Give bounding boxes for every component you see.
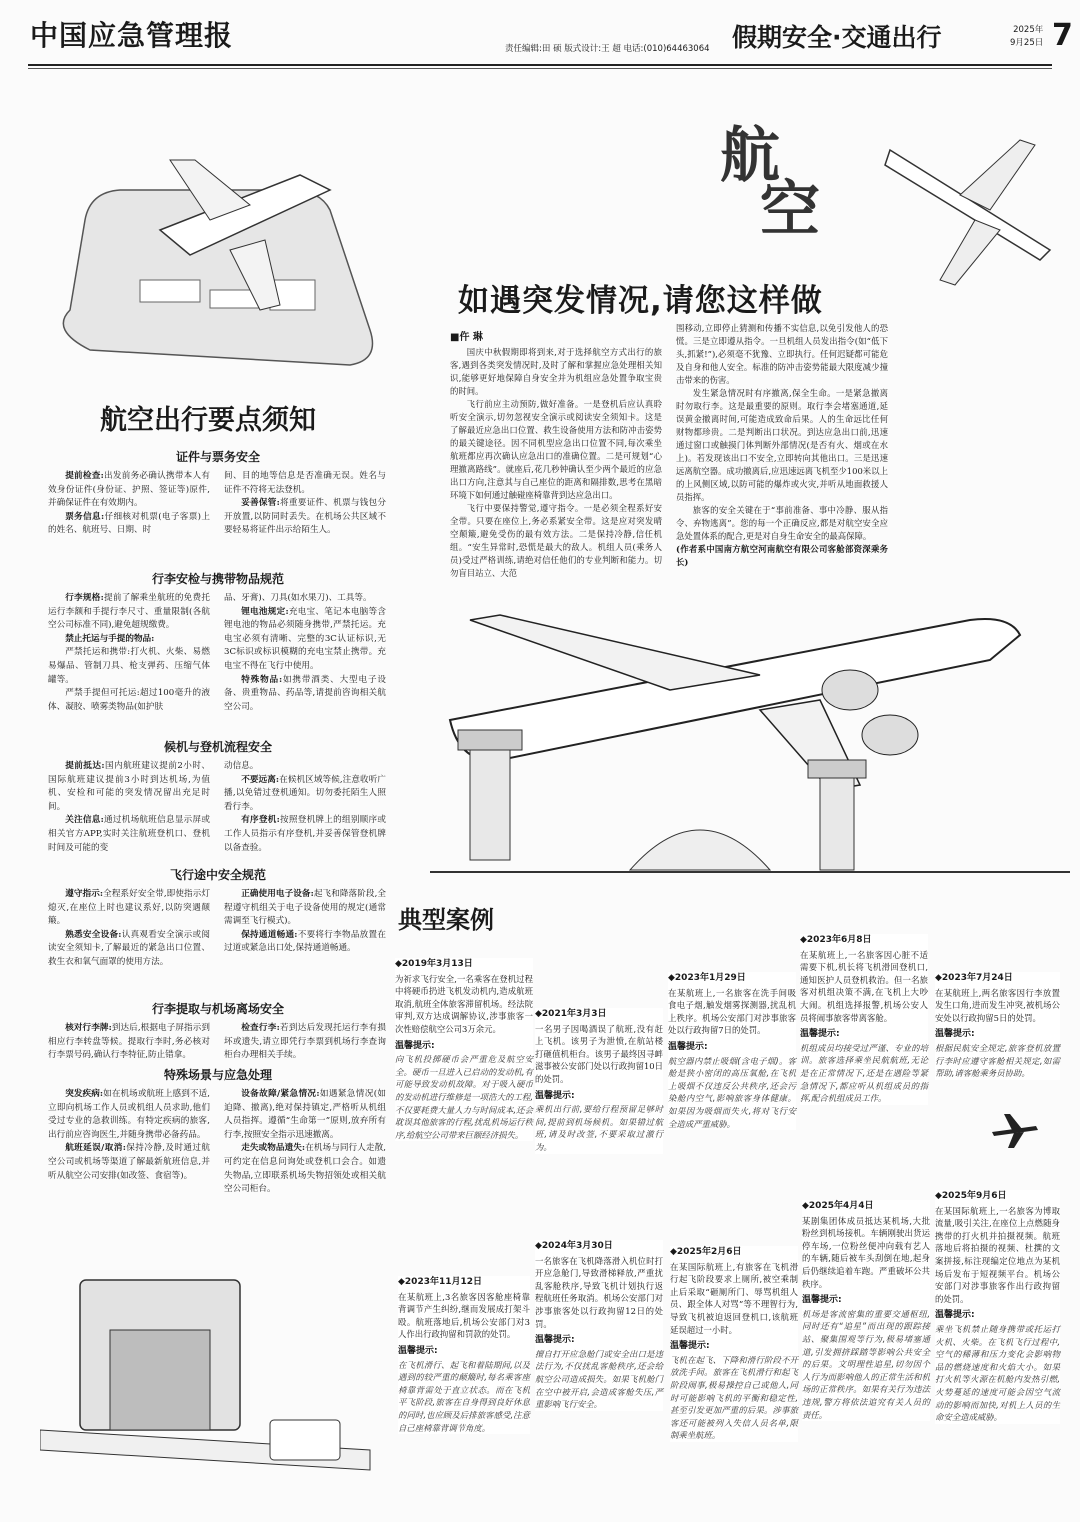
- sec-emergency-title: 特殊场景与应急处理: [163, 1068, 272, 1082]
- decor-char-hang: 航: [720, 121, 780, 191]
- sec-documents-right: 间、目的地等信息是否准确无误。姓名与证件不符将无法登机。 妥善保管:将重要证件、机票与钱包分开放置,以防同时丢失。在机场公共区域不要轻易将证件出示给陌生人。: [224, 471, 386, 536]
- case-date: ◆2023年7月24日: [935, 973, 1013, 983]
- case-card-2023-11-12: [398, 1276, 530, 1434]
- case-card-2025-09-06: [935, 1190, 1060, 1424]
- security-scanner-illustration: [40, 1240, 390, 1510]
- sec-arrival-title: 行李提取与机场离场安全: [151, 1002, 284, 1016]
- tip-text: 在飞机滑行、起飞和着陆期间,以及遇到的较严重的颠簸时,每名乘客座椅靠背需处于直立状态。而在飞机平飞阶段,旅客在自身得到良好休息的同时,也应顾及后排旅客感受,注意自己座椅靠背调节角度。: [398, 1359, 530, 1433]
- case-date: ◆2025年4月4日: [802, 1201, 874, 1211]
- cases-heading: 典型案例: [398, 905, 494, 934]
- tip-label: 温馨提示:: [802, 1295, 842, 1306]
- case-date: ◆2023年1月29日: [668, 973, 746, 983]
- case-text: 在某国际航班上,有旅客在飞机滑行起飞阶段要求上厕所,被空乘制止后采取“砸厕所门、辱骂机组人员、跟全体人对骂”等不理智行为,导致飞机被迫返回登机口,该航班延误超过一小时。: [670, 1261, 798, 1335]
- sec-documents-title: 证件与票务安全: [175, 450, 260, 464]
- tip-text: 擅自打开应急舱门或安全出口是违法行为,不仅扰乱客舱秩序,还会给航空公司造成损失。如果飞机舱门在空中被开启,会造成客舱失压,严重影响飞行安全。: [535, 1348, 663, 1410]
- case-card-2025-04-04: [802, 1200, 930, 1421]
- tip-label: 温馨提示:: [935, 1029, 975, 1040]
- case-text: 在某航班上,3名旅客因客舱座椅靠背调节产生纠纷,继而发展成打架斗殴。航班落地后,机场公安部门对3人作出行政拘留和罚款的处罚。: [398, 1291, 530, 1340]
- article-author: ■仵 琳: [450, 332, 483, 343]
- issue-date: [1010, 24, 1043, 50]
- phone-airplane-illustration: [30, 80, 410, 380]
- tip-label: 温馨提示:: [398, 1345, 438, 1356]
- page-number: 7: [1052, 18, 1073, 53]
- tip-label: 温馨提示:: [668, 1041, 708, 1052]
- sec-boarding-title: 候机与登机流程安全: [163, 740, 272, 754]
- case-date: ◆2019年3月13日: [395, 959, 473, 969]
- sec-baggage-left: 行李规格:提前了解乘坐航班的免费托运行李额和手提行李尺寸、重量限制(各航空公司标准不同),避免超规缴费。 禁止托运与手提的物品: 严禁托运和携带:打火机、火柴、易燃易爆品、管制刀具、枪支弹药、压缩气体罐等。 严禁手提但可托运:超过100毫升的液体、凝胶、喷雾类物品(如护肤: [48, 593, 210, 712]
- tip-label: 温馨提示:: [670, 1341, 710, 1352]
- tip-label: 温馨提示:: [535, 1335, 575, 1346]
- sec-arrival-left: 核对行李牌:到达后,根据电子屏指示到相应行李转盘等候。提取行李时,务必核对行李票号码,确认行李特征,防止错拿。: [48, 1023, 210, 1061]
- tip-text: 向飞机投掷硬币会严重危及航空安全。硬币一旦进入已启动的发动机,有可能导致发动机故障。对于吸入硬币的发动机进行维修是一项浩大的工程,不仅要耗费大量人力与时间成本,还会耽误其他旅客的行程,扰乱机场运行秩序,给航空公司带来巨额经济损失。: [395, 1054, 533, 1140]
- case-date: ◆2024年3月30日: [535, 1241, 613, 1251]
- issue-day: 9月25日: [1010, 38, 1044, 48]
- case-text: 为祈求飞行安全,一名乘客在登机过程中将硬币扔进飞机发动机内,造成航班取消,航班全体旅客滞留机场。经法院审判,双方达成调解协议,涉事旅客一次性赔偿航空公司3万余元。: [395, 973, 533, 1034]
- sec-baggage-right: 品、牙膏)、刀具(如水果刀)、工具等。 锂电池规定:充电宝、笔记本电脑等含锂电池的物品必须随身携带,严禁托运。充电宝必须有清晰、完整的3C认证标识,无3C标识或标识模糊的充电宝禁止携带。充电宝不得在飞行中使用。 特殊物品:如携带酒类、大型电子设备、贵重物品、药品等,请提前咨询相关航空公司。: [224, 593, 386, 712]
- guide-heading: 航空出行要点须知: [100, 405, 316, 436]
- case-card-2023-06-08: [800, 934, 928, 1105]
- sec-baggage-title: 行李安检与携带物品规范: [151, 572, 284, 586]
- section-title: 假期安全·交通出行: [732, 23, 942, 52]
- case-text: 在某航班上,两名旅客因行李放置发生口角,进而发生冲突,被机场公安处以行政拘留5日的处罚。: [935, 987, 1060, 1023]
- airport-airplane-illustration: [430, 560, 1070, 890]
- tip-text: 乘坐飞机禁止随身携带或托运打火机、火柴。在飞机飞行过程中,空气的稀薄和压力变化会影响物品的燃烧速度和火焰大小。如果打火机等火源在机舱内发热引燃,火势蔓延的速度可能会因空气流动的影响而加快,对机上人员的生命安全造成威胁。: [935, 1323, 1060, 1423]
- tip-label: 温馨提示:: [395, 1040, 435, 1051]
- sec-documents-left: 提前检查:出发前务必确认携带本人有效身份证件(身份证、护照、签证等)原件,并确保证件在有效期内。 票务信息:仔细核对机票(电子客票)上的姓名、航班号、日期、时: [48, 471, 210, 536]
- tip-text: 乘机出行前,要给行程预留足够时间,提前到机场候机。如果错过航班,请及时改签,不要采取过激行为。: [535, 1104, 663, 1152]
- case-card-2019-03-13: [395, 958, 533, 1141]
- decor-char-kong: 空: [760, 175, 820, 245]
- airplane-icon: [990, 1110, 1040, 1150]
- sec-inflight-title: 飞行途中安全规范: [169, 868, 266, 882]
- sec-emergency-left: 突发疾病:如在机场或航班上感到不适,立即向机场工作人员或机组人员求助,他们受过专业的急救训练。有特定疾病的旅客,出行前应咨询医生,并随身携带必备药品。 航班延误/取消:保持冷静,及时通过航空公司或机场等渠道了解最新航班信息,并听从航空公司安排(如改签、食宿等)。: [48, 1089, 211, 1181]
- tip-text: 机组成员均接受过严谨、专业的培训。旅客选择乘坐民航航班,无论是在正常情况下,还是在遇险等紧急情况下,都应听从机组成员的指挥,配合机组成员工作。: [800, 1042, 928, 1104]
- case-date: ◆2023年11月12日: [398, 1277, 483, 1287]
- issue-year: 2025年: [1013, 25, 1044, 35]
- case-text: 在某航班上,一名旅客在洗手间吸食电子烟,触发烟雾探测器,扰乱机上秩序。机场公安部门对涉事旅客处以行政拘留7日的处罚。: [668, 987, 796, 1036]
- tip-label: 温馨提示:: [935, 1310, 975, 1321]
- sec-boarding-right: 动信息。 不要远离:在候机区域等候,注意收听广播,以免错过登机通知。切勿委托陌生人照看行李。 有序登机:按照登机牌上的组别顺序或工作人员指示有序登机,并妥善保管登机牌以备查验。: [224, 761, 386, 853]
- tip-label: 温馨提示:: [800, 1029, 840, 1040]
- case-text: 一名旅客在飞机降落滑入机位时打开应急舱门,导致滑梯释放,严重扰乱客舱秩序,导致飞机计划执行返程航班任务取消。机场公安部门对涉事旅客处以行政拘留12日的处罚。: [535, 1255, 663, 1329]
- sec-emergency-right: 设备故障/紧急情况:如遇紧急情况(如迫降、撤离),绝对保持镇定,严格听从机组人员指挥。遵循“生命第一”原则,放弃所有行李,按照安全指示迅速撤离。 走失或物品遗失:在机场与同行人走散,可约定在信息问询处或登机口会合。如遗失物品,立即联系机场失物招领处或相关航空公司柜台。: [224, 1089, 387, 1195]
- case-date: ◆2025年9月6日: [935, 1191, 1007, 1201]
- tip-label: 温馨提示:: [535, 1090, 575, 1101]
- tip-text: 根据民航安全规定,旅客登机放置行李时应遵守客舱相关规定,如需帮助,请客舱乘务员协助。: [935, 1042, 1060, 1079]
- sec-inflight-left: 遵守指示:全程系好安全带,即使指示灯熄灭,在座位上时也建议系好,以防突遇颠簸。 熟悉安全设备:认真观看安全演示或阅读安全须知卡,了解最近的紧急出口位置、救生衣和氧气面罩的使用方法。: [48, 889, 210, 967]
- case-card-2023-01-29: [668, 972, 796, 1130]
- case-date: ◆2023年6月8日: [800, 935, 872, 945]
- masthead: 中国应急管理报: [30, 19, 234, 52]
- case-text: 在某国际航班上,一名旅客为博取流量,吸引关注,在座位上点燃随身携带的打火机并拍摄视频。航班落地后将拍摄的视频、杜撰的文案拼接,标注现编定位地点为某机场后发布于短视频平台。机场公安部门对涉事旅客作出行政拘留的处罚。: [935, 1205, 1060, 1304]
- article-col-1: 国庆中秋假期即将到来,对于选择航空方式出行的旅客,遇到各类突发情况时,及时了解和掌握应急处理相关知识,能够更好地保障自身安全并为机组应急处置争取宝贵的时间。 飞行前应主动预防,做好准备。一是登机后应认真聆听安全演示,切勿忽视安全演示或阅读安全须知卡。这是了解最近应急出口位置、救生设备使用方法和防冲击姿势的最关键途径。因不同机型应急出口位置不同,每次乘坐航班都应再次确认应急出口的准确位置。二是可规划“心理撤离路线”。就座后,花几秒钟确认至少两个最近的应急出口方向,注意其与自己座位的距离和隔排数,思考在黑暗环境下如何通过触碰座椅靠背到达应急出口。 飞行中要保持警觉,遵守指令。一是必须全程系好安全带。只要在座位上,务必系紧安全带。这是应对突发晴空颠簸,避免受伤的最有效方法。二是保持冷静,信任机组。“安生异常时,恐慌是最大的敌人。机组人员(乘务人员)受过严格训练,请绝对信任他们的专业判断和能力。切勿盲目站立、大范: [450, 347, 662, 578]
- tip-text: 航空器内禁止吸烟(含电子烟)。客舱是狭小密闭的高压氧舱,在飞机上吸烟不仅违反公共秩序,还会污染舱内空气,影响旅客身体健康。如果因为吸烟而失火,将对飞行安全造成严重威胁。: [668, 1055, 796, 1129]
- article-title: 如遇突发情况,请您这样做: [458, 283, 823, 319]
- header-rule: [28, 64, 1052, 66]
- case-card-2021-03-03: [535, 1008, 663, 1154]
- sec-boarding-left: 提前抵达:国内航班建议提前2小时、国际航班建议提前3小时到达机场,为值机、安检和可能的突发情况留出充足时间。 关注信息:通过机场航班信息显示屏或相关官方APP,实时关注航班登机口、登机时间及可能的变: [48, 761, 210, 853]
- case-card-2024-03-30: [535, 1240, 663, 1411]
- small-airplane-illustration: [880, 120, 1060, 290]
- case-text: 在某航班上,一名旅客因心脏不适需要下机,机长将飞机滑回登机口,通知医护人员登机救治。但一名旅客对机组决策不满,在飞机上大吵大闹。机组选择报警,机场公安人员将闹事旅客带离客舱。: [800, 949, 928, 1023]
- tip-text: 飞机在起飞、下降和滑行阶段不开放洗手间。旅客在飞机滑行和起飞阶段闹事,极易操控自己或他人,同时可能影响飞机的平衡和稳定性,甚至引发更加严重的后果。涉事旅客还可能被列入失信人员名单,限制乘坐航班。: [670, 1354, 798, 1441]
- sec-inflight-right: 正确使用电子设备:起飞和降落阶段,全程遵守机组关于电子设备使用的规定(通常需调至飞行模式)。 保持通道畅通:不要将行李物品放置在过道或紧急出口处,保持通道畅通。: [224, 889, 386, 954]
- tip-text: 机场是客流密集的重要交通枢纽,同时还有“追星”而出现的跟踪接站、聚集围观等行为,极易堵塞通道,引发拥挤踩踏等影响公共安全的后果。文明理性追星,切勿因个人行为而影响他人的正常生活和机场的正常秩序。如果有关行为违法违规,警方将依法追究有关人员的责任。: [802, 1308, 930, 1420]
- sec-arrival-right: 检查行李:若到达后发现托运行李有损坏或遗失,请立即凭行李票到机场行李查询柜台办理相关手续。: [224, 1023, 386, 1061]
- case-card-2025-02-06: [670, 1246, 798, 1442]
- editor-credits: 责任编辑:田 硕 版式设计:王 超 电话:(010)64463064: [505, 44, 710, 54]
- case-date: ◆2021年3月3日: [535, 1009, 607, 1019]
- case-date: ◆2025年2月6日: [670, 1247, 742, 1257]
- case-card-2023-07-24: [935, 972, 1060, 1080]
- article-col-2: 围移动,立即停止猜测和传播不实信息,以免引发他人的恐慌。三是立即遵从指令。一旦机组人员发出指令(如“低下头,抓紧!”),必须毫不犹豫、立即执行。任何迟疑都可能危及自身和他人安全。标准的防冲击姿势能最大限度减少撞击带来的伤害。 发生紧急情况时有序撤离,保全生命。一是紧急撤离时勿取行李。这是最重要的原则。取行李会堵塞通道,延误黄金撤离时间,可能造成致命后果。人的生命远比任何财物都珍贵。二是判断出口状况。到达应急出口前,迅速通过窗口或触摸门体判断外部情况(是否有火、烟或在水上)。若发现该出口不安全,立即转向其他出口。三是迅速远离航空器。成功撤离后,应迅速远离飞机至少100米以上的上风侧区域,以防可能的爆炸或火灾,并听从地面救援人员指挥。 旅客的安全关键在于“事前准备、事中冷静、服从指令、弃物逃离”。您的每一个正确反应,都是对航空安全应急处置体系的配合,更是对自身生命安全的最高保障。 (作者系中国南方航空河南航空有限公司客舱部资深乘务长): [676, 323, 888, 567]
- case-text: 一名男子因喝酒误了航班,没有赶上飞机。该男子为泄愤,在航站楼打砸值机柜台。该男子最终因寻衅滋事被公安部门处以行政拘留10日的处罚。: [535, 1023, 663, 1084]
- case-text: 某剧集团体成员抵达某机场,大批粉丝到机场接机。车辆刚驶出货运停车场,一位粉丝便冲向载有艺人的车辆,随后被车头刮倒在地,起身后仍继续追着车跑。严重破坏公共秩序。: [802, 1215, 930, 1289]
- header-rule-thin: [28, 68, 1052, 69]
